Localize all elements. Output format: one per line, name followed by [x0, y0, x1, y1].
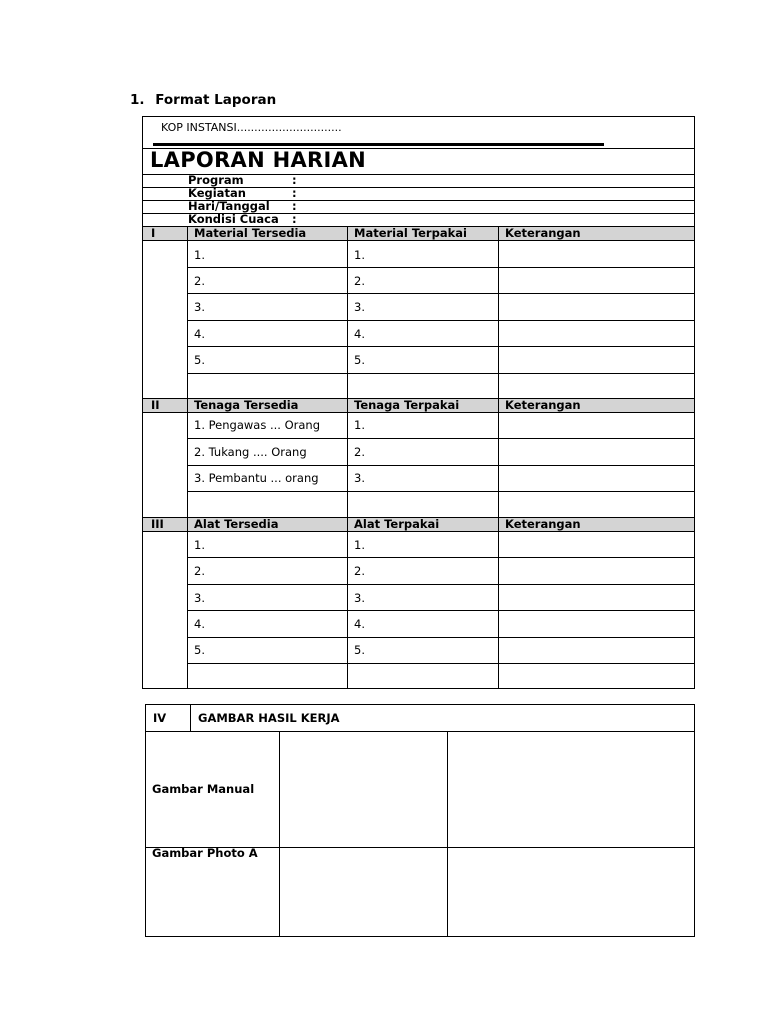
- column-header: Keterangan: [505, 398, 581, 412]
- table-cell: 5.: [194, 353, 205, 367]
- heading-number: 1.: [130, 92, 145, 108]
- column-header: Material Tersedia: [194, 226, 307, 240]
- table-cell: 3.: [354, 471, 365, 485]
- table-cell: 4.: [194, 617, 205, 631]
- column-divider: [279, 731, 280, 936]
- table-cell: 5.: [354, 353, 365, 367]
- divider: [146, 731, 694, 732]
- section-numeral: IV: [153, 711, 167, 725]
- column-divider: [190, 705, 191, 731]
- table-cell: 1.: [194, 538, 205, 552]
- divider: [143, 531, 694, 532]
- row-label-gambar-manual: Gambar Manual: [152, 782, 255, 796]
- row-divider: [187, 610, 694, 611]
- column-header: Material Terpakai: [354, 226, 467, 240]
- divider: [143, 240, 694, 241]
- column-header: Keterangan: [505, 226, 581, 240]
- column-header: Tenaga Tersedia: [194, 398, 299, 412]
- table-cell: 1. Pengawas ... Orang: [194, 418, 321, 432]
- row-divider: [187, 584, 694, 585]
- column-divider: [447, 731, 448, 936]
- field-colon: :: [292, 212, 297, 226]
- table-cell: 2.: [354, 445, 365, 459]
- row-divider: [187, 320, 694, 321]
- kop-underline: [153, 143, 604, 146]
- column-divider: [498, 227, 499, 688]
- table-cell: 1.: [354, 248, 365, 262]
- table-cell: 1.: [194, 248, 205, 262]
- field-colon: :: [292, 186, 297, 200]
- section-numeral: III: [151, 517, 164, 531]
- field-label: Kondisi Cuaca: [188, 212, 279, 226]
- field-colon: :: [292, 199, 297, 213]
- column-divider: [347, 227, 348, 688]
- row-divider: [187, 637, 694, 638]
- row-label-gambar-photo: Gambar Photo A: [152, 846, 258, 860]
- field-label: Program: [188, 173, 244, 187]
- column-header: Alat Terpakai: [354, 517, 440, 531]
- row-divider: [187, 438, 694, 439]
- column-header: Alat Tersedia: [194, 517, 279, 531]
- table-cell: 3. Pembantu ... orang: [194, 471, 319, 485]
- table-cell: 1.: [354, 538, 365, 552]
- table-cell: 4.: [354, 617, 365, 631]
- heading-text: Format Laporan: [155, 92, 277, 108]
- kop-instansi: KOP INSTANSI..............................: [161, 121, 342, 134]
- row-divider: [187, 557, 694, 558]
- table-cell: 2.: [194, 564, 205, 578]
- column-header: Keterangan: [505, 517, 581, 531]
- table-cell: 3.: [194, 591, 205, 605]
- divider: [143, 412, 694, 413]
- row-divider: [187, 267, 694, 268]
- table-cell: 3.: [354, 300, 365, 314]
- laporan-harian-table: [142, 116, 695, 689]
- table-cell: 2. Tukang .... Orang: [194, 445, 307, 459]
- table-cell: 4.: [194, 327, 205, 341]
- section-title: GAMBAR HASIL KERJA: [198, 711, 340, 725]
- table-cell: 2.: [194, 274, 205, 288]
- section-numeral: I: [151, 226, 156, 240]
- row-divider: [187, 465, 694, 466]
- gambar-hasil-kerja-table: [145, 704, 695, 937]
- row-divider: [187, 663, 694, 664]
- table-cell: 1.: [354, 418, 365, 432]
- table-cell: 4.: [354, 327, 365, 341]
- section-numeral: II: [151, 398, 160, 412]
- table-cell: 5.: [354, 643, 365, 657]
- field-label: Kegiatan: [188, 186, 246, 200]
- column-divider: [187, 227, 188, 688]
- table-cell: 5.: [194, 643, 205, 657]
- table-cell: 2.: [354, 274, 365, 288]
- column-header: Tenaga Terpakai: [354, 398, 460, 412]
- table-cell: 3.: [194, 300, 205, 314]
- row-divider: [187, 491, 694, 492]
- field-label: Hari/Tanggal: [188, 199, 270, 213]
- table-cell: 2.: [354, 564, 365, 578]
- table-cell: 3.: [354, 591, 365, 605]
- row-divider: [187, 373, 694, 374]
- report-title: LAPORAN HARIAN: [150, 148, 367, 172]
- field-colon: :: [292, 173, 297, 187]
- row-divider: [187, 293, 694, 294]
- field-kondisi-cuaca: [188, 213, 297, 226]
- document-heading: [130, 92, 276, 108]
- row-divider: [187, 346, 694, 347]
